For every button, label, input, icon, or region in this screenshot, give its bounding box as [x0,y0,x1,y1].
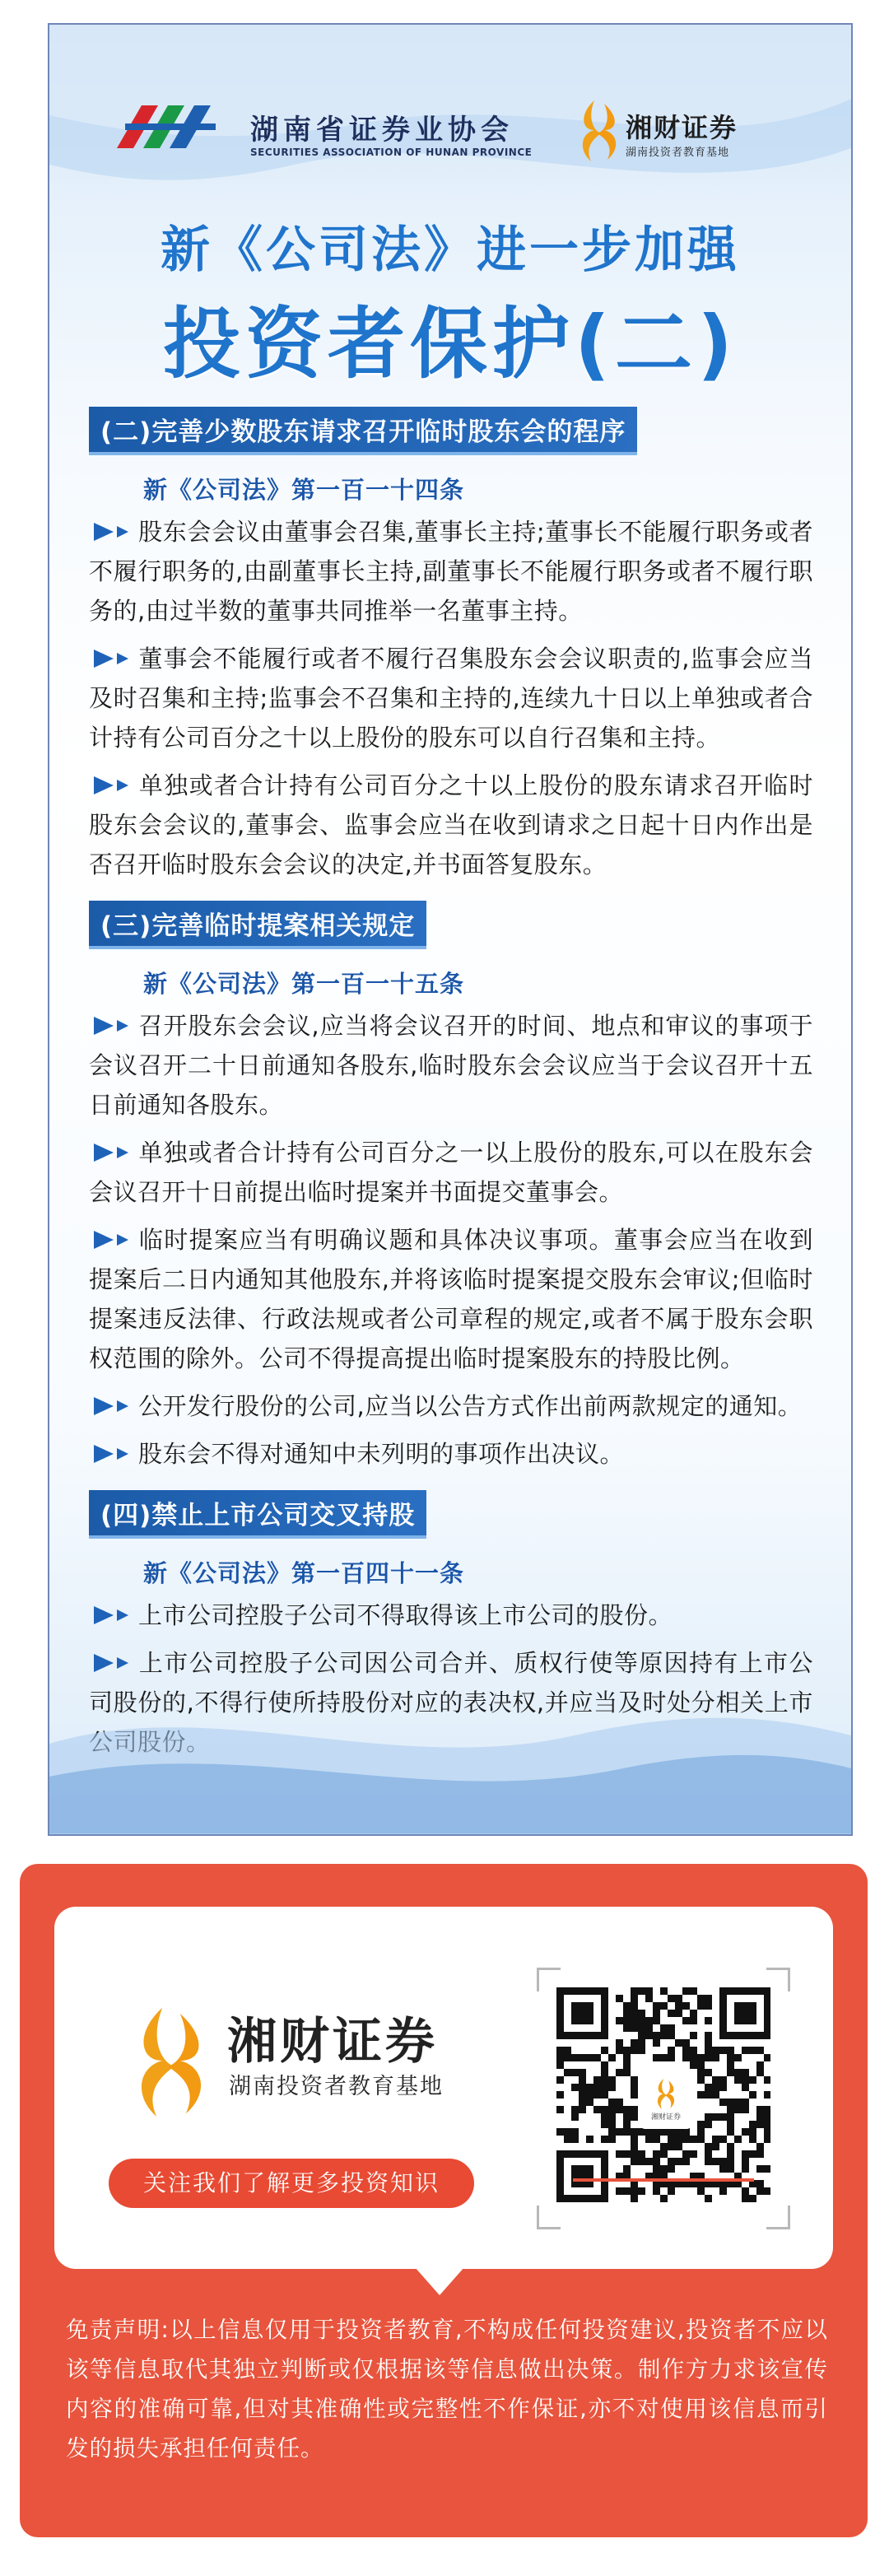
arrow-bullet-icon [89,775,137,796]
qr-center-logo [639,2073,693,2129]
promo-panel [20,1864,868,2537]
section-heading: (三)完善临时提案相关规定 [89,901,426,949]
section-3 [89,892,813,1474]
clause-text: 单独或者合计持有公司百分之一以上股份的股东,可以在股东会会议召开十日前提出临时提案并书面提交董事会。 [89,1139,813,1206]
promo-brand-name: 湘财证券 [227,2013,438,2071]
poster [48,23,853,1836]
clause-text: 上市公司控股子公司因公司合并、质权行使等原因持有上市公司股份的,不得行使所持股份对应的表决权,并应当及时处分相关上市 [89,1649,813,1717]
section-2 [89,398,813,884]
article-heading: 新《公司法》第一百一十四条 [143,476,465,504]
clause-text: 临时提案应当有明确议题和具体决议事项。董事会应当在收到提案后二日内通知其他股东,并将该临时提案提交股东会审议;但临时提案违反法律、行政法规或者公司章程的规定,或者不属于股东会职权范围的除外。公司不得提高提出临时提案股东的持股比例。 [89,1226,813,1372]
arrow-bullet-icon [89,1605,137,1626]
arrow-bullet-icon [89,1395,137,1417]
follow-button[interactable]: 关注我们了解更多投资知识 [109,2159,474,2208]
xiangcai-logo-icon [576,97,622,163]
association-english-name: SECURITIES ASSOCIATION OF HUNAN PROVINCE [250,147,533,158]
clause-text: 董事会不能履行或者不履行召集股东会会议职责的,监事会应当及时召集和主持;监事会不召集和主持的,连续九十日以上单独或者合计持有公司百分之十以上股份的股东可以自行召集和主持。 [89,645,813,752]
clause-paragraph [89,1595,813,1635]
arrow-bullet-icon [89,1652,137,1674]
association-name: 湖南省证券业协会 [250,114,514,147]
arrow-bullet-icon [89,521,137,543]
article-heading: 新《公司法》第一百一十五条 [143,970,465,998]
clause-paragraph [89,512,813,631]
clause-paragraph [89,1006,813,1125]
clause-paragraph [89,766,813,884]
clause-text: 股东会不得对通知中未列明的事项作出决议。 [138,1440,625,1468]
qr-code-frame [537,1968,790,2229]
section-heading: (四)禁止上市公司交叉持股 [89,1490,426,1539]
arrow-bullet-icon [89,1015,137,1036]
logo-bar [49,64,851,188]
clause-text: 股东会会议由董事会召集,董事长主持;董事长不能履行职务或者不履行职务的,由副董事长主持,副董事长不能履行职务或者不履行职务的,由过半数的董事共同推举一名董事主持。 [89,518,813,625]
card-pointer [415,2267,464,2297]
arrow-bullet-icon [89,648,137,669]
xiangcai-logo-icon [130,1999,212,2122]
title-line-1: 新《公司法》进一步加强 [161,221,740,279]
clause-text: 召开股东会会议,应当将会议召开的时间、地点和审议的事项于会议召开二十日前通知各股东,临时股东会会议应当于会议召开十五日前通知各股东。 [89,1012,813,1119]
poster-content [89,398,813,1770]
clause-paragraph [89,1133,813,1212]
qr-logo-text: 湘财证券 [650,2113,681,2122]
arrow-bullet-icon [89,1229,137,1251]
clause-text: 公开发行股份的公司,应当以公告方式作出前两款规定的通知。 [138,1392,803,1420]
company-name: 湘财证券 [626,112,738,143]
clause-paragraph [89,1220,813,1378]
arrow-bullet-icon [89,1142,137,1163]
clause-paragraph [89,1386,813,1426]
arrow-bullet-icon [89,1443,137,1465]
promo-brand-subtitle: 湖南投资者教育基地 [229,2074,444,2099]
disclaimer-text: 免责声明:以上信息仅用于投资者教育,不构成任何投资建议,投资者不应以该等信息取代其独立判断或仅根据该等信息做出决策。制作方力求该宣传内容的准确可靠,但对其准确性或完整性不作保证,亦不对使用该信息而引发的损失承担任何责任。 [66,2317,828,2462]
title-line-2: 投资者保护(二) [163,300,738,389]
xiangcai-logo-icon [654,2077,678,2110]
clause-text: 单独或者合计持有公司百分之十以上股份的股东请求召开临时股东会会议的,董事会、监事会应当在收到请求之日起十日内作出是否召开临时股东会会议的决定,并书面答复股东。 [89,771,813,878]
bottom-wave-decoration [49,1678,851,1834]
section-heading: (二)完善少数股东请求召开临时股东会的程序 [89,407,637,455]
association-logo-icon [109,99,240,156]
article-heading: 新《公司法》第一百四十一条 [143,1559,465,1587]
clause-text: 上市公司控股子公司不得取得该上市公司的股份。 [138,1601,673,1629]
company-subtitle: 湖南投资者教育基地 [626,147,730,159]
promo-card [54,1907,833,2269]
clause-paragraph [89,639,813,757]
clause-paragraph [89,1434,813,1474]
